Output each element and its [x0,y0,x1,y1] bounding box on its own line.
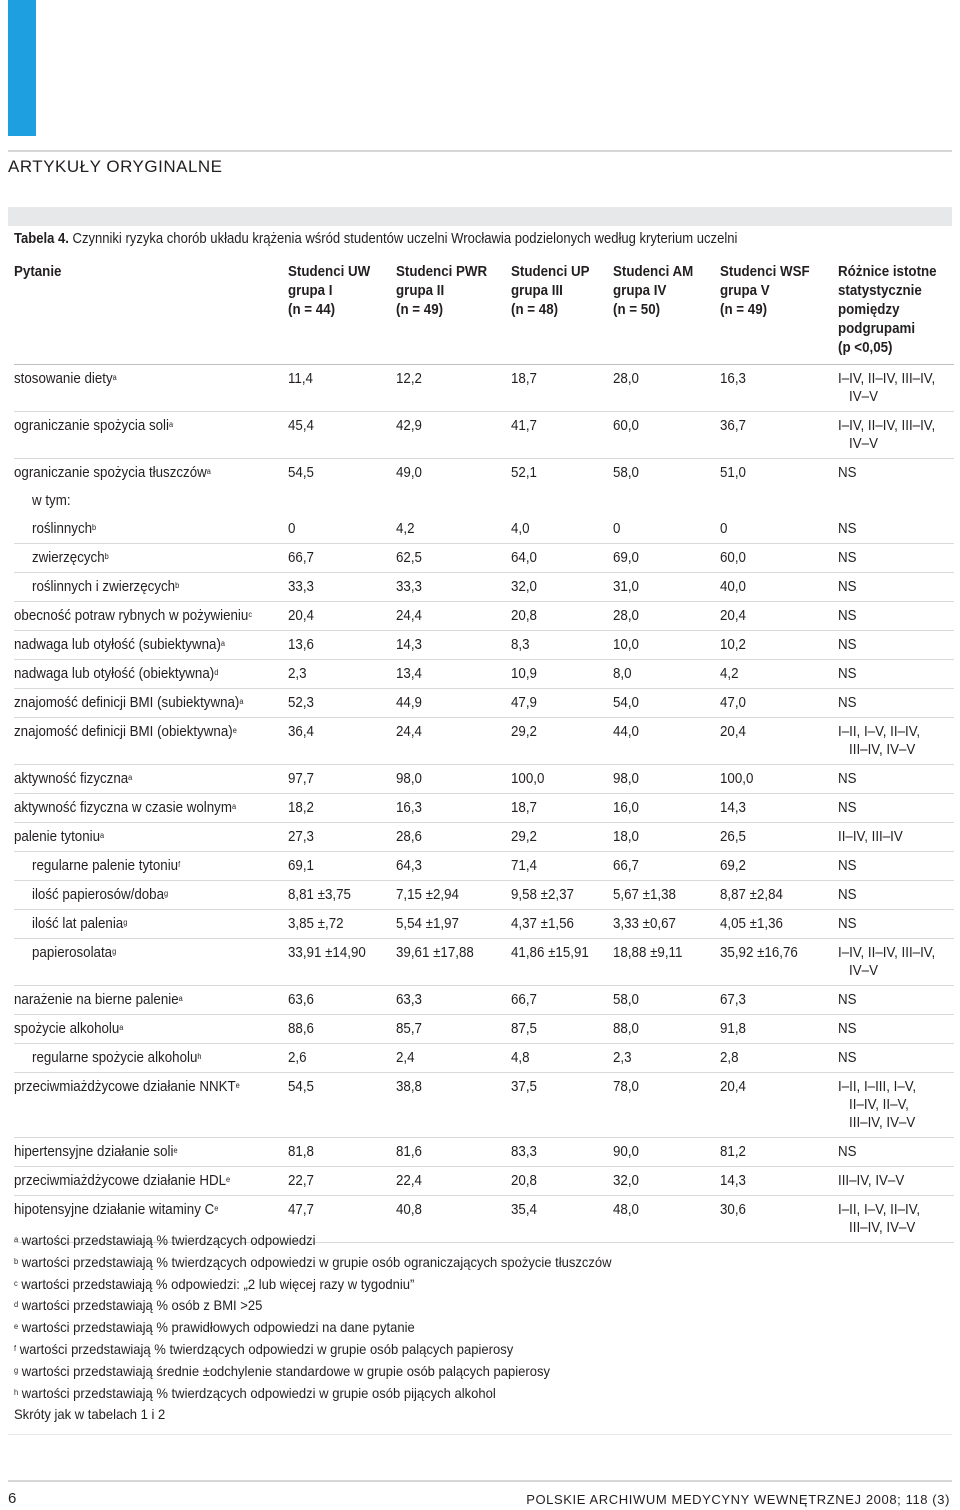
value-cell: 13,6 [288,631,396,660]
value-cell: 11,4 [288,365,396,412]
value-cell: 4,0 [511,515,613,544]
value-cell: 54,5 [288,465,314,481]
value-cell: 37,5 [511,1073,613,1138]
header-group-5: Studenci WSF grupa V (n = 49) [720,263,838,365]
table-row [14,487,954,515]
differences-cell: NS [838,794,954,823]
value-cell: 4,2 [720,660,838,689]
differences-cell: I–IV, II–IV, III–IV, IV–V [838,365,954,412]
footnote-marker: a [128,773,133,782]
header-group-1: Studenci UW grupa I (n = 44) [288,263,396,365]
row-label: narażenie na bierne palenie$^a$ [14,986,288,1015]
value-cell: 8,0 [613,660,720,689]
row-label: aktywność fizyczna w czasie wolnym$^a$ [14,794,288,823]
value-cell: 100,0 [511,765,613,794]
table-row [14,573,954,602]
table-row [14,412,954,459]
value-cell: 16,3 [720,365,838,412]
footnote-marker: g [112,947,117,956]
value-cell: 29,2 [511,718,613,765]
header-rule [8,150,952,152]
table-row [14,794,954,823]
differences-cell: NS [838,689,954,718]
table-row [14,986,954,1015]
table-row [14,1073,954,1138]
differences-cell: NS [838,986,954,1015]
value-cell: 33,3 [396,573,511,602]
value-cell: 81,2 [720,1138,838,1167]
row-label: nadwaga lub otyłość (obiektywna)$^d$ [14,660,288,689]
differences-cell: NS [838,515,954,544]
value-cell: 35,4 [511,1196,613,1243]
differences-cell: NS [838,544,954,573]
value-cell: 18,2 [288,794,396,823]
footnote-letter: a [14,1235,19,1244]
value-cell: 78,0 [613,1073,720,1138]
value-cell: 18,7 [511,794,613,823]
table-row [14,910,954,939]
value-cell: 63,6 [288,986,396,1015]
differences-cell: I–II, I–V, II–IV, III–IV, IV–V [838,1196,954,1243]
value-cell: 20,4 [288,602,396,631]
table-row [14,1138,954,1167]
differences-cell: NS [838,660,954,689]
value-cell: 88,6 [288,1015,396,1044]
table-row [14,1015,954,1044]
page-number: 6 [8,1490,17,1507]
value-cell: 28,6 [396,823,511,852]
value-cell: 47,0 [720,689,838,718]
value-cell: 81,6 [396,1138,511,1167]
value-cell: 41,7 [511,412,613,459]
differences-cell: I–II, I–III, I–V, II–IV, II–V, III–IV, IV–V [838,1073,954,1138]
value-cell: 66,7 [511,986,613,1015]
value-cell: 22,4 [396,1167,511,1196]
table-row [14,1167,954,1196]
value-cell: 31,0 [613,573,720,602]
value-cell: 28,0 [613,365,720,412]
footnote-marker: a [178,994,183,1003]
row-label: papierosolata$^g$ [14,939,288,986]
value-cell: 41,86 ±15,91 [511,939,613,986]
data-table [14,263,954,1243]
row-label: znajomość definicji BMI (obiektywna)$^e$ [14,718,288,765]
value-cell: 66,7 [288,544,396,573]
row-label: hipertensyjne działanie soli$^e$ [14,1138,288,1167]
table-row [14,660,954,689]
footnotes [14,1230,657,1426]
value-cell: 98,0 [396,765,511,794]
table-row [14,1044,954,1073]
value-cell: 18,0 [613,823,720,852]
row-label: przeciwmiażdżycowe działanie HDL$^e$ [14,1167,288,1196]
value-cell: 47,7 [288,1196,396,1243]
value-cell: 2,8 [720,1044,838,1073]
row-label: w tym: [32,493,71,509]
value-cell: 3,85 ±,72 [288,910,396,939]
footnote-marker: h [197,1052,202,1061]
footnote-marker: e [232,726,237,735]
value-cell: 69,1 [288,852,396,881]
table-row [14,631,954,660]
differences-cell: NS [838,910,954,939]
row-label: ilość papierosów/doba$^g$ [14,881,288,910]
value-cell: 45,4 [288,412,396,459]
value-cell: 28,0 [613,602,720,631]
table-row [14,515,954,544]
value-cell: 35,92 ±16,76 [720,939,838,986]
row-label: ograniczanie spożycia tłuszczów$^a$ [14,465,211,481]
value-cell: 2,3 [613,1044,720,1073]
row-label: stosowanie diety$^a$ [14,365,288,412]
differences-cell: NS [838,852,954,881]
row-label: roślinnych i zwierzęcych$^b$ [14,573,288,602]
header-group-2: Studenci PWR grupa II (n = 49) [396,263,511,365]
row-label: regularne spożycie alkoholu$^h$ [14,1044,288,1073]
value-cell: 38,8 [396,1073,511,1138]
value-cell: 100,0 [720,765,838,794]
table-caption [14,231,737,247]
differences-cell: NS [838,465,857,481]
differences-cell: III–IV, IV–V [838,1167,954,1196]
footnote-marker: c [248,610,252,619]
value-cell: 44,9 [396,689,511,718]
value-cell: 81,8 [288,1138,396,1167]
value-cell: 67,3 [720,986,838,1015]
value-cell: 69,2 [720,852,838,881]
footnote-letter: g [14,1365,19,1375]
value-cell: 8,87 ±2,84 [720,881,838,910]
table-caption-text: Czynniki ryzyka chorób układu krążenia wśród studentów uczelni Wrocławia podzielonych według kryterium uczelni [72,231,738,247]
value-cell: 91,8 [720,1015,838,1044]
value-cell: 20,8 [511,1167,613,1196]
value-cell: 4,8 [511,1044,613,1073]
value-cell: 60,0 [720,544,838,573]
value-cell: 22,7 [288,1167,396,1196]
footnote: $^b$ wartości przedstawiają % twierdzących odpowiedzi w grupie osób ograniczających spożycie tłuszczów [14,1253,612,1270]
differences-cell: I–IV, II–IV, III–IV, IV–V [838,412,954,459]
row-label: spożycie alkoholu$^a$ [14,1015,288,1044]
differences-cell: I–IV, II–IV, III–IV, IV–V [838,939,954,986]
value-cell [396,487,511,515]
footnote-marker: a [239,697,244,706]
table-row [14,544,954,573]
value-cell: 9,58 ±2,37 [511,881,613,910]
value-cell: 36,7 [720,412,838,459]
value-cell [511,487,613,515]
value-cell: 54,0 [613,689,720,718]
value-cell: 8,3 [511,631,613,660]
value-cell: 12,2 [396,365,511,412]
differences-cell: NS [838,631,954,660]
footnote-marker: a [119,1023,124,1032]
table-row [14,689,954,718]
value-cell: 97,7 [288,765,396,794]
footnote-marker: d [214,668,219,677]
value-cell: 49,0 [396,465,422,481]
row-label: nadwaga lub otyłość (subiektywna)$^a$ [14,631,288,660]
differences-cell: NS [838,602,954,631]
value-cell [720,487,838,515]
value-cell: 3,33 ±0,67 [613,910,720,939]
value-cell: 24,4 [396,602,511,631]
value-cell: 64,3 [396,852,511,881]
differences-cell: NS [838,1015,954,1044]
table-row [14,365,954,412]
value-cell: 10,9 [511,660,613,689]
journal-reference: POLSKIE ARCHIWUM MEDYCYNY WEWNĘTRZNEJ 2008; 118 (3) [526,1492,950,1507]
value-cell: 20,4 [720,718,838,765]
footnote: $^f$ wartości przedstawiają % twierdzących odpowiedzi w grupie osób palących papierosy [14,1340,514,1357]
value-cell: 87,5 [511,1015,613,1044]
value-cell: 48,0 [613,1196,720,1243]
differences-cell [838,487,954,515]
row-label: ograniczanie spożycia soli$^a$ [14,412,288,459]
value-cell: 39,61 ±17,88 [396,939,511,986]
value-cell: 42,9 [396,412,511,459]
footnote: $^c$ wartości przedstawiają % odpowiedzi: „2 lub więcej razy w tygodniu” [14,1275,415,1292]
value-cell: 52,3 [288,689,396,718]
value-cell: 10,0 [613,631,720,660]
footnote-marker: b [92,523,97,532]
value-cell [288,487,396,515]
section-title: ARTYKUŁY ORYGINALNE [8,157,223,176]
value-cell: 29,2 [511,823,613,852]
value-cell: 60,0 [613,412,720,459]
value-cell: 10,2 [720,631,838,660]
value-cell: 32,0 [613,1167,720,1196]
footnote-letter: e [14,1322,19,1332]
value-cell: 58,0 [613,986,720,1015]
footnote-marker: e [214,1204,219,1213]
value-cell: 26,5 [720,823,838,852]
value-cell: 20,4 [720,602,838,631]
value-cell: 85,7 [396,1015,511,1044]
value-cell: 62,5 [396,544,511,573]
row-label: obecność potraw rybnych w pożywieniu$^c$ [14,602,288,631]
table-row [14,852,954,881]
differences-cell: II–IV, III–IV [838,823,954,852]
value-cell: 58,0 [613,465,639,481]
footnote-marker: a [168,420,174,429]
footnote-letter: h [14,1387,19,1397]
value-cell: 14,3 [720,794,838,823]
differences-cell: NS [838,573,954,602]
table-row [14,718,954,765]
value-cell: 2,4 [396,1044,511,1073]
table-row [14,881,954,910]
footnote-letter: c [14,1278,18,1288]
header-differences: Różnice istotne statystycznie pomiędzy podgrupami (p <0,05) [838,263,954,365]
value-cell: 40,8 [396,1196,511,1243]
value-cell: 54,5 [288,1073,396,1138]
value-cell: 44,0 [613,718,720,765]
table-row [14,765,954,794]
value-cell: 47,9 [511,689,613,718]
footnote-letter: f [14,1343,17,1353]
table-caption-label: Tabela 4. [14,231,69,247]
value-cell: 16,0 [613,794,720,823]
value-cell: 0 [720,515,838,544]
row-label: ilość lat palenia$^g$ [14,910,288,939]
footnote-marker: a [112,373,117,382]
footnote-marker: b [175,581,180,590]
value-cell: 16,3 [396,794,511,823]
value-cell: 40,0 [720,573,838,602]
value-cell: 98,0 [613,765,720,794]
value-cell: 69,0 [613,544,720,573]
header-pytanie: Pytanie [14,263,288,365]
value-cell: 0 [613,515,720,544]
header-group-3: Studenci UP grupa III (n = 48) [511,263,613,365]
table-row [14,459,954,488]
value-cell: 36,4 [288,718,396,765]
value-cell: 33,91 ±14,90 [288,939,396,986]
value-cell: 4,37 ±1,56 [511,910,613,939]
value-cell: 71,4 [511,852,613,881]
row-label: hipotensyjne działanie witaminy Ce [14,1196,288,1243]
footnote-marker: b [104,552,109,561]
footnote: $^h$ wartości przedstawiają % twierdzących odpowiedzi w grupie osób pijących alkohol [14,1384,496,1401]
value-cell: 14,3 [720,1167,838,1196]
footnote: $^g$ wartości przedstawiają średnie ±odchylenie standardowe w grupie osób palących papierosy [14,1362,550,1379]
footnote-marker: e [226,1175,231,1184]
value-cell: 2,3 [288,660,396,689]
value-cell: 32,0 [511,573,613,602]
value-cell: 27,3 [288,823,396,852]
value-cell: 20,8 [511,602,613,631]
value-cell: 63,3 [396,986,511,1015]
differences-cell: NS [838,1138,954,1167]
footnote: Skróty jak w tabelach 1 i 2 [14,1406,166,1423]
value-cell: 83,3 [511,1138,613,1167]
table-row [14,939,954,986]
footnote-letter: b [14,1256,19,1266]
value-cell: 14,3 [396,631,511,660]
footnote: $^a$ wartości przedstawiają % twierdzących odpowiedzi [14,1232,316,1248]
value-cell: 24,4 [396,718,511,765]
row-label: znajomość definicji BMI (subiektywna)$^a$ [14,689,288,718]
accent-bar [8,0,36,136]
value-cell: 13,4 [396,660,511,689]
footnote-marker: a [206,467,211,476]
table-header-row [14,263,954,365]
footnote: $^e$ wartości przedstawiają % prawidłowych odpowiedzi na dane pytanie [14,1319,415,1336]
row-label: palenie tytoniu$^a$ [14,823,288,852]
value-cell: 0 [288,515,396,544]
differences-cell: NS [838,765,954,794]
row-label: przeciwmiażdżycowe działanie NNKT$^e$ [14,1073,288,1138]
value-cell: 52,1 [511,465,537,481]
table-row [14,823,954,852]
row-label: zwierzęcych$^b$ [14,544,288,573]
footnote-letter: d [14,1300,19,1310]
footnote-marker: g [123,918,128,927]
row-label: aktywność fizyczna$^a$ [14,765,288,794]
footnote-marker: a [100,831,105,840]
value-cell [613,487,720,515]
value-cell: 5,67 ±1,38 [613,881,720,910]
footnote-marker: g [164,889,169,898]
value-cell: 51,0 [720,465,746,481]
table-body [14,365,954,1243]
row-label: regularne palenie tytoniu$^f$ [14,852,288,881]
footnote-marker: e [173,1146,178,1155]
footnote-marker: f [178,860,181,869]
row-label: roślinnych$^b$ [14,515,288,544]
value-cell: 4,05 ±1,36 [720,910,838,939]
value-cell: 90,0 [613,1138,720,1167]
footnote-marker: a [220,639,225,648]
table-row [14,602,954,631]
header-group-4: Studenci AM grupa IV (n = 50) [613,263,720,365]
differences-cell: NS [838,1044,954,1073]
value-cell: 18,7 [511,365,613,412]
value-cell: 8,81 ±3,75 [288,881,396,910]
value-cell: 64,0 [511,544,613,573]
value-cell: 66,7 [613,852,720,881]
value-cell: 4,2 [396,515,511,544]
differences-cell: NS [838,881,954,910]
footer-rule [8,1480,952,1482]
value-cell: 88,0 [613,1015,720,1044]
differences-cell: I–II, I–V, II–IV, III–IV, IV–V [838,718,954,765]
value-cell: 30,6 [720,1196,838,1243]
value-cell: 7,15 ±2,94 [396,881,511,910]
value-cell: 20,4 [720,1073,838,1138]
footnote-marker: e [235,1081,240,1090]
value-cell: 33,3 [288,573,396,602]
value-cell: 18,88 ±9,11 [613,939,720,986]
footnote: $^d$ wartości przedstawiają % osób z BMI >25 [14,1297,263,1314]
footnote-marker: a [231,802,237,811]
value-cell: 2,6 [288,1044,396,1073]
value-cell: 5,54 ±1,97 [396,910,511,939]
